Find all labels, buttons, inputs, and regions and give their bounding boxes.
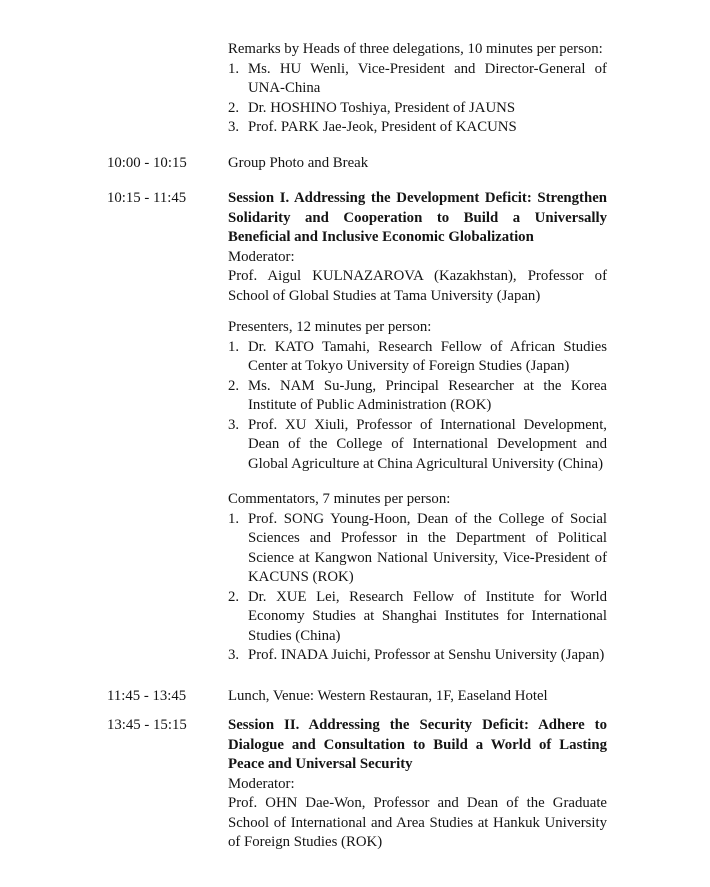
presenter-list-item (228, 338, 607, 377)
presenter-list-item (228, 377, 607, 416)
agenda-row-lunch (107, 687, 607, 707)
list-item-number: 3. (228, 416, 240, 433)
session-1-moderator-label: Moderator: (228, 248, 295, 265)
commentator-list-item (228, 588, 607, 647)
list-item-text: Prof. XU Xiuli, Professor of International Development, Dean of the College of International Development and Global Agriculture at China Agricultural University (China) (248, 416, 607, 472)
list-item-text: Dr. KATO Tamahi, Research Fellow of African Studies Center at Tokyo University of Foreign Studies (Japan) (248, 338, 607, 374)
lunch-title: Lunch, Venue: Western Restauran, 1F, Easeland Hotel (228, 687, 548, 704)
lunch-content (228, 687, 607, 707)
list-item-text: Prof. SONG Young-Hoon, Dean of the College of Social Sciences and Professor in the Department of Political Science at Kangwon National University, Vice-President of KACUNS (ROK) (248, 510, 607, 585)
session-1-title: Session I. Addressing the Development Deficit: Strengthen Solidarity and Cooperation to Build a Universally Beneficial and Inclusive Economic Globalization (228, 190, 607, 245)
commentators-label: Commentators, 7 minutes per person: (228, 491, 451, 507)
list-item-text: Prof. PARK Jae-Jeok, President of KACUNS (248, 119, 517, 135)
list-item-number: 3. (228, 119, 240, 135)
list-item-text: Ms. NAM Su-Jung, Principal Researcher at the Korea Institute of Public Administration (ROK) (248, 377, 607, 413)
list-item-number: 3. (228, 647, 240, 663)
session-1-content (228, 189, 607, 666)
list-item-number: 2. (228, 377, 240, 394)
delegate-list-item (228, 60, 607, 99)
list-item-number: 1. (228, 60, 240, 77)
commentator-list-item (228, 646, 607, 666)
agenda-row-group-photo (107, 154, 607, 174)
group-photo-content (228, 154, 607, 174)
time-cell: 13:45 - 15:15 (107, 717, 187, 733)
commentator-list-item (228, 510, 607, 588)
time-cell: 10:00 - 10:15 (107, 154, 187, 171)
presenters-label: Presenters, 12 minutes per person: (228, 319, 432, 335)
list-item-text: Dr. HOSHINO Toshiya, President of JAUNS (248, 99, 516, 116)
delegate-list-item (228, 99, 607, 119)
list-item-number: 1. (228, 510, 240, 527)
group-photo-title: Group Photo and Break (228, 154, 369, 171)
session-2-moderator: Prof. OHN Dae-Won, Professor and Dean of the Graduate School of International and Area Studies at Hankuk University of Foreign Studies (ROK) (228, 795, 607, 850)
opening-remarks-content (228, 40, 607, 138)
time-cell: 11:45 - 13:45 (107, 687, 187, 704)
presenter-list-item (228, 416, 607, 475)
list-item-text: Dr. XUE Lei, Research Fellow of Institute for World Economy Studies at Shanghai Institutes for International Studies (China) (248, 588, 607, 644)
delegate-list-item (228, 118, 607, 138)
time-cell: 10:15 - 11:45 (107, 190, 187, 206)
list-item-number: 2. (228, 588, 240, 605)
session-2-content (228, 716, 607, 853)
list-item-number: 1. (228, 338, 240, 355)
list-item-text: Prof. INADA Juichi, Professor at Senshu University (Japan) (248, 647, 605, 663)
agenda-row-opening-remarks (107, 40, 607, 138)
session-1-moderator: Prof. Aigul KULNAZAROVA (Kazakhstan), Professor of School of Global Studies at Tama University (Japan) (228, 268, 607, 304)
opening-remarks-intro: Remarks by Heads of three delegations, 10 minutes per person: (228, 41, 603, 57)
session-2-title: Session II. Addressing the Security Deficit: Adhere to Dialogue and Consultation to Build a World of Lasting Peace and Universal Security (228, 717, 607, 772)
agenda-row-session-1 (107, 189, 607, 666)
agenda-row-session-2 (107, 716, 607, 853)
list-item-text: Ms. HU Wenli, Vice-President and Director-General of UNA-China (248, 60, 607, 96)
list-item-number: 2. (228, 99, 240, 116)
session-2-moderator-label: Moderator: (228, 775, 295, 792)
